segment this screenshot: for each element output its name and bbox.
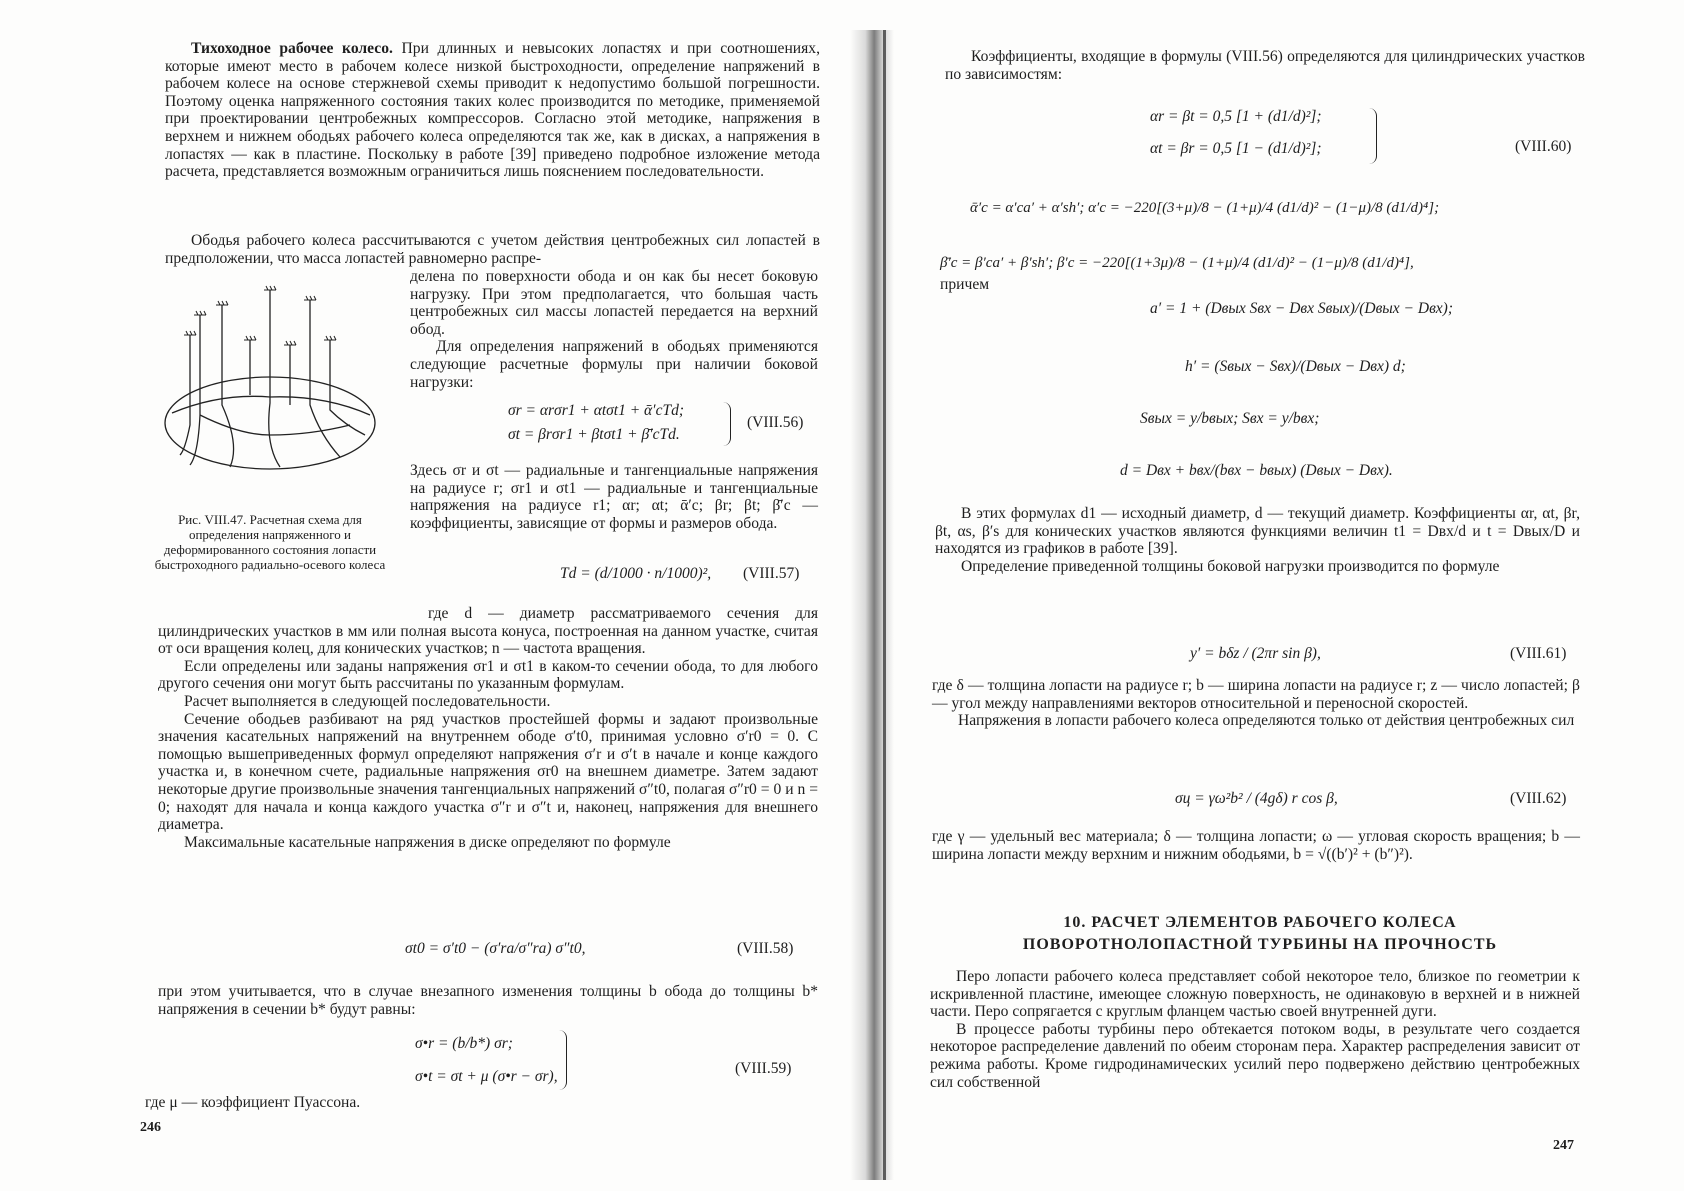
eq60-line2: αt = βr = 0,5 [1 − (d1/d)²]; xyxy=(1150,140,1322,157)
eq-s: Sвых = y/bвых; Sвх = y/bвх; xyxy=(1140,410,1320,427)
right-para-6-text: где γ — удельный вес материала; δ — толщина лопасти; ω — угловая скорость вращения; b — ширина лопасти между верхним и нижним ободьями, b = √((b′)² + (b″)²). xyxy=(932,828,1580,863)
left-page xyxy=(140,0,830,1191)
left-para-2-top xyxy=(165,232,820,267)
eq59-line2: σ•t = σt + μ (σ•r − σr), xyxy=(415,1068,558,1085)
left-para-5 xyxy=(158,605,818,851)
figure-blade-scheme xyxy=(160,285,380,495)
left-para-11 xyxy=(145,1094,645,1112)
right-para-2 xyxy=(935,505,1580,575)
eq56-line2: σt = βrσr1 + βtσt1 + β̄′cTd. xyxy=(508,426,680,443)
eq57-number: (VIII.57) xyxy=(743,565,800,582)
section-heading xyxy=(940,912,1580,956)
left-para-9-text: Максимальные касательные напряжения в диске определяют по формуле xyxy=(184,833,671,851)
left-para-7-text: Расчет выполняется в следующей последовательности. xyxy=(184,692,551,710)
heading-line-1: 10. РАСЧЕТ ЭЛЕМЕНТОВ РАБОЧЕГО КОЛЕСА xyxy=(1063,914,1457,931)
eq58: σt0 = σ′t0 − (σ′ra/σ″ra) σ″t0, xyxy=(405,940,586,957)
eq61: y′ = bδz / (2πr sin β), xyxy=(1190,645,1321,662)
right-prichem xyxy=(940,276,1140,294)
left-para-2-top-text: Ободья рабочего колеса рассчитываются с учетом действия центробежных сил лопастей в предположении, что масса лопастей равномерно распре- xyxy=(165,232,820,267)
eq-a-prime: a′ = 1 + (Dвых Sвх − Dвх Sвых)/(Dвых − Dвх); xyxy=(1150,300,1454,317)
eq58-number: (VIII.58) xyxy=(737,940,794,957)
right-para-5-text: Напряжения в лопасти рабочего колеса определяются только от действия центробежных сил xyxy=(958,712,1575,730)
eq62-number: (VIII.62) xyxy=(1510,790,1567,807)
left-para-5-text: где d — диаметр рассматриваемого сечения для цилиндрических участков в мм или полная высота конуса, построенная на данном участке, считая от оси вращения колец, для конических участков; n — частота вращения. xyxy=(158,605,818,658)
right-para-7 xyxy=(930,968,1580,1091)
section-lead: Тихоходное рабочее колесо. xyxy=(191,40,393,57)
right-para-4-text: где δ — толщина лопасти на радиусе r; b — ширина лопасти на радиусе r; z — число лопастей; β — угол между направлениями векторов относительной и переносной скоростей. xyxy=(932,677,1580,712)
right-para-3-text: Определение приведенной толщины боковой нагрузки производится по формуле xyxy=(961,557,1500,575)
blade-scheme-drawing xyxy=(160,285,380,495)
page-number-right: 247 xyxy=(1553,1138,1574,1153)
eq56-line1: σr = αrσr1 + αtσt1 + ᾱ′cTd; xyxy=(508,402,684,419)
left-para-2-side xyxy=(410,268,818,391)
left-para-1 xyxy=(165,40,820,181)
right-para-8-text: В процессе работы турбины перо обтекается потоком воды, в результате чего создается некоторое распределение давлений по обеим сторонам пера. Характер распределения зависит от режима работы. Кроме гидродинамических усилий перо подвержено действию центробежных сил собственной xyxy=(930,1020,1580,1091)
eq-beta-c: β̄′c = β′ca′ + β′sh′; β′c = −220[(1+3μ)/8 − (1+μ)/4 (d1/d)² − (1−μ)/8 (d1/d)⁴], xyxy=(940,255,1414,271)
left-para-4-side xyxy=(410,462,818,532)
eq-alpha-c: ᾱ′c = α′ca′ + α′sh′; α′c = −220[(3+μ)/8 − (1+μ)/4 (d1/d)² − (1−μ)/8 (d1/d)⁴]; xyxy=(970,200,1440,216)
right-para-6 xyxy=(932,828,1580,863)
prichem-text: причем xyxy=(940,276,990,293)
gutter-shadow-line xyxy=(883,30,886,1180)
eq61-number: (VIII.61) xyxy=(1510,645,1567,662)
left-para-10 xyxy=(158,983,818,1018)
left-para-8-text: Сечение ободьев разбивают на ряд участков простейшей формы и задают произвольные значения касательных напряжений на внутреннем ободе σ′t0, принимая условно σ′r0 = 0. С помощью вышеприведенных формул определяют напряжения σ′r и σ′t в начале и конце каждого участка и, в конечном счете, радиальные напряжения σr0 на внешнем диаметре. Затем задают некоторые другие произвольные значения тангенциальных напряжений σ″t0, полагая σ″r0 = 0 и n = 0; находят для начала и конца каждого участка σ″r и σ″t и, наконец, напряжения для внешнего диаметра. xyxy=(158,710,818,834)
eq56-number: (VIII.56) xyxy=(747,414,804,431)
right-para-1 xyxy=(945,48,1585,83)
left-para-10-text: при этом учитывается, что в случае внезапного изменения толщины b обода до толщины b* напряжения в сечении b* будут равны: xyxy=(158,983,818,1018)
book-gutter xyxy=(850,30,894,1180)
eq57: Td = (d/1000 · n/1000)², xyxy=(560,565,712,582)
eq-d: d = Dвх + bвх/(bвх − bвых) (Dвых − Dвх). xyxy=(1120,462,1393,479)
left-para-2-side-text: делена по поверхности обода и он как бы несет боковую нагрузку. При этом предполагается, что большая часть центробежных сил массы лопастей передается на верхний обод. xyxy=(410,268,818,338)
right-para-2-text: В этих формулах d1 — исходный диаметр, d — текущий диаметр. Коэффициенты αr, αt, βr, βt, αs, β′s для конических участков являются функциями величин t1 = Dвх/d и t = Dвых/D и находятся из графиков в работе [39]. xyxy=(935,505,1580,558)
eq59-line1: σ•r = (b/b*) σr; xyxy=(415,1035,513,1052)
left-para-3-side-text: Для определения напряжений в ободьях применяются следующие расчетные формулы при наличии боковой нагрузки: xyxy=(410,338,818,391)
left-para-1-text: При длинных и невысоких лопастях и при соотношениях, которые имеют место в рабочем колесе низкой быстроходности, определение напряжений в рабочем колесе на основе стержневой схемы приводит к недопустимо большой погрешности. Поэтому оценка напряженного состояния таких колес производится по методике, применяемой при проектировании центробежных компрессоров. Согласно этой методике, напряжения в верхнем и нижнем ободьях рабочего колеса определяются так же, как в дисках, а напряжения в лопастях — как в пластине. Поскольку в работе [39] приведено подробное изложение метода расчета, представляется возможным ограничиться лишь пояснением последовательности. xyxy=(165,40,821,181)
left-para-6-text: Если определены или заданы напряжения σr1 и σt1 в каком-то сечении обода, то для любого другого сечения они могут быть рассчитаны по указанным формулам. xyxy=(158,657,818,693)
eq60-line1: αr = βt = 0,5 [1 + (d1/d)²]; xyxy=(1150,108,1322,125)
figure-caption: Рис. VIII.47. Расчетная схема для определения напряженного и деформированного состояния лопасти быстроходного радиально-осевого колеса xyxy=(154,512,386,572)
right-para-1-text: Коэффициенты, входящие в формулы (VIII.56) определяются для цилиндрических участков по зависимостям: xyxy=(945,48,1585,83)
eq60-brace xyxy=(1368,108,1377,164)
page-number-left: 246 xyxy=(140,1120,161,1135)
left-para-4-text: Здесь σr и σt — радиальные и тангенциальные напряжения на радиусе r; σr1 и σt1 — радиальные и тангенциальные напряжения на радиусе r1; αr; αt; ᾱ′c; βr; βt; β̄′c — коэффициенты, зависящие от формы и размеров обода. xyxy=(410,462,818,532)
eq60-number: (VIII.60) xyxy=(1515,138,1572,155)
eq62: σц = γω²b² / (4gδ) r cos β, xyxy=(1175,790,1338,807)
eq59-brace xyxy=(558,1030,567,1090)
eq59-number: (VIII.59) xyxy=(735,1060,792,1077)
right-para-7-text: Перо лопасти рабочего колеса представляет собой некоторое тело, близкое по геометрии к искривленной пластине, имеющее сложную поверхность, не одинаковую в верхней и в нижней части. Перо сопрягается с круглым фланцем частью своей внутренней дуги. xyxy=(930,968,1580,1021)
left-para-11-text: где μ — коэффициент Пуассона. xyxy=(145,1094,361,1111)
eq56-brace xyxy=(722,402,731,446)
eq-h-prime: h′ = (Sвых − Sвх)/(Dвых − Dвх) d; xyxy=(1185,358,1406,375)
right-page xyxy=(920,0,1585,1191)
heading-line-2: ПОВОРОТНОЛОПАСТНОЙ ТУРБИНЫ НА ПРОЧНОСТЬ xyxy=(1022,936,1498,953)
right-para-4 xyxy=(932,677,1580,730)
